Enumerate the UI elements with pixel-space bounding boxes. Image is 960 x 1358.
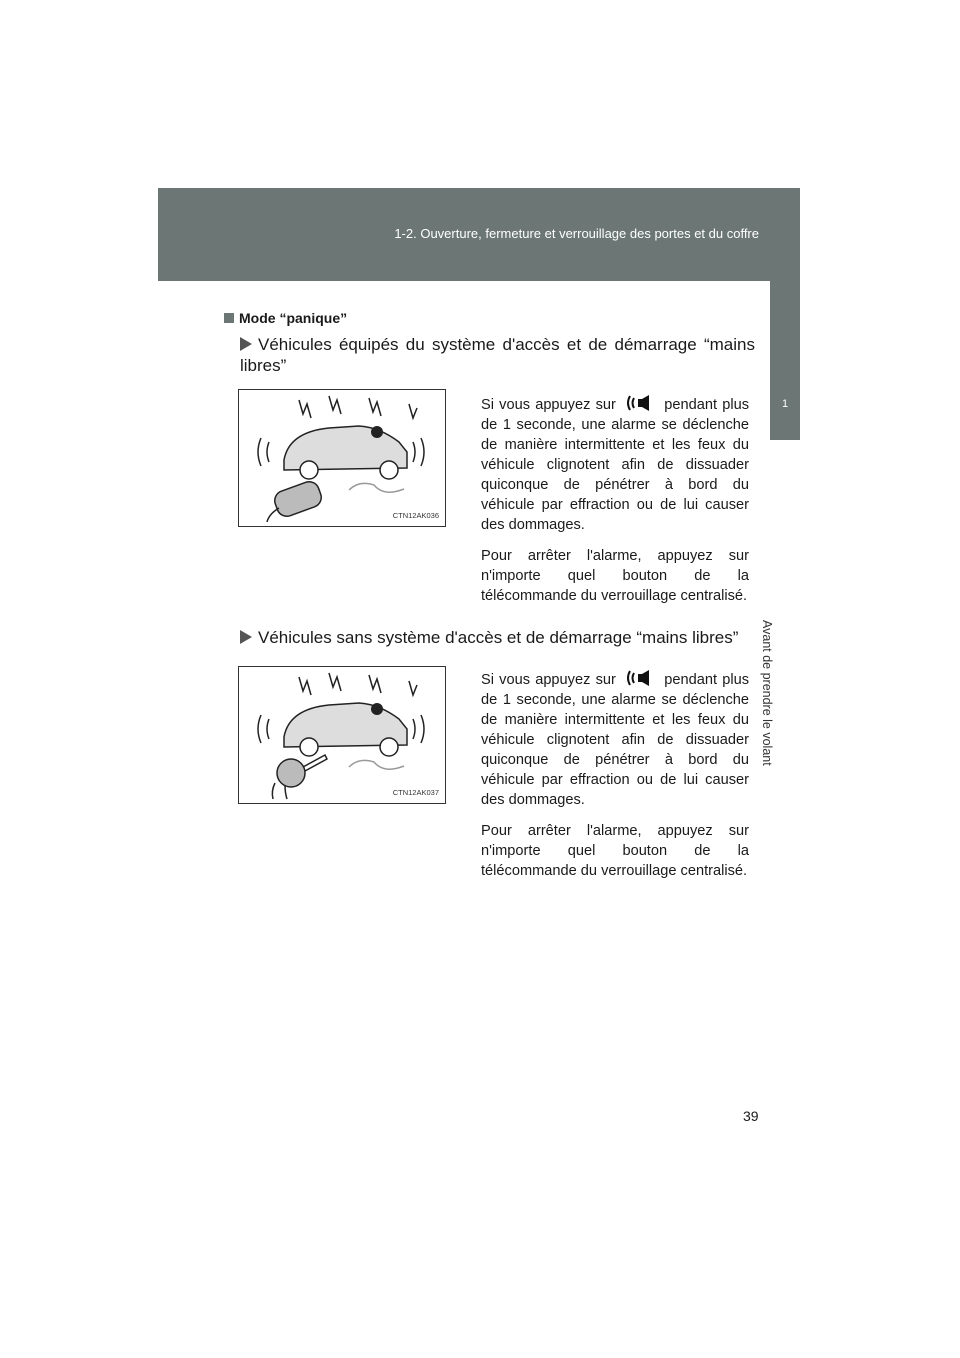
panic-button-icon	[625, 669, 655, 687]
description-1: Si vous appuyez sur pendant plus de 1 seconde, une alarme se déclenche de manière intermittente et les feux du véhicule clignotent afin de dissuader quiconque de pénétrer à bord du véhicule par effraction ou de lui causer des dommages. Pour arrêter l'alarme, appuyez sur n'importe quel bouton de la télécommande du verrouillage centralisé.	[481, 394, 749, 617]
section-title: Mode “panique”	[224, 310, 347, 326]
side-band	[770, 188, 800, 368]
description-2: Si vous appuyez sur pendant plus de 1 seconde, une alarme se déclenche de manière intermittente et les feux du véhicule clignotent afin de dissuader quiconque de pénétrer à bord du véhicule par effraction ou de lui causer des dommages. Pour arrêter l'alarme, appuyez sur n'importe quel bouton de la télécommande du verrouillage centralisé.	[481, 669, 749, 892]
figure-code: CTN12AK037	[392, 788, 439, 797]
figure-code: CTN12AK036	[392, 511, 439, 520]
chapter-side-label	[760, 450, 814, 766]
stop-alarm-text: Pour arrêter l'alarme, appuyez sur n'importe quel bouton de la télécommande du verrouillage centralisé.	[481, 548, 749, 604]
square-bullet-icon	[224, 313, 234, 323]
chapter-header	[158, 188, 799, 281]
illustration-car-alarm-smartkey	[238, 389, 446, 527]
side-label-text: Avant de prendre le volant	[760, 620, 774, 766]
stop-alarm-text: Pour arrêter l'alarme, appuyez sur n'importe quel bouton de la télécommande du verrouillage centralisé.	[481, 823, 749, 879]
triangle-bullet-icon	[240, 630, 252, 644]
page-number: 39	[743, 1108, 759, 1124]
chapter-number: 1	[781, 398, 789, 410]
bullet-heading-1: Véhicules équipés du système d'accès et de démarrage “mains libres”	[240, 335, 755, 375]
panic-button-icon	[625, 394, 655, 412]
chapter-tab	[770, 368, 800, 440]
triangle-bullet-icon	[240, 337, 252, 351]
bullet-heading-2: Véhicules sans système d'accès et de démarrage “mains libres”	[240, 627, 755, 648]
chapter-title: 1-2. Ouverture, fermeture et verrouillage des portes et du coffre	[394, 226, 759, 241]
illustration-car-alarm-key	[238, 666, 446, 804]
